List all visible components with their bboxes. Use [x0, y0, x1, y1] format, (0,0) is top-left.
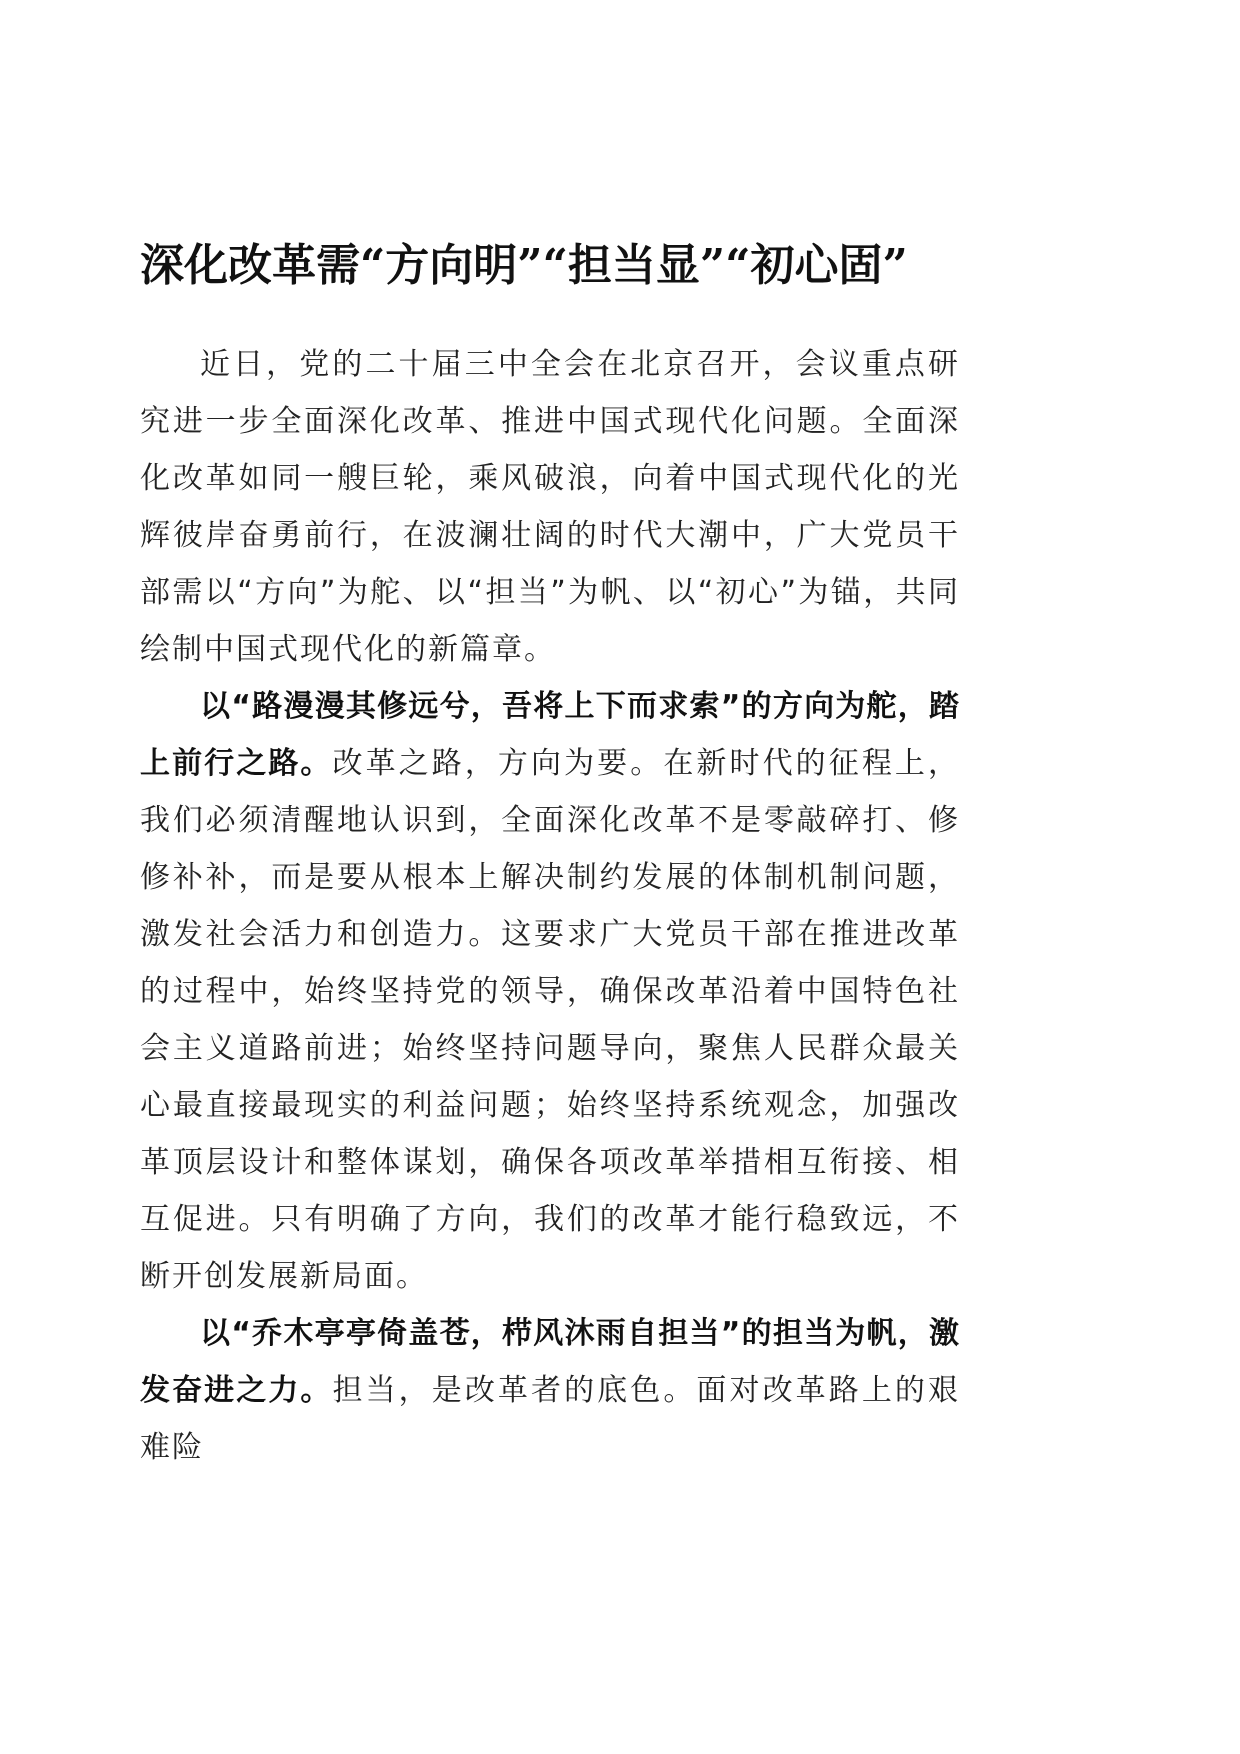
- article-body: [140, 336, 960, 1476]
- paragraph-text: 担当，是改革者的底色。面对改革路上的艰难险: [140, 1373, 960, 1465]
- paragraph-direction: [140, 678, 960, 1305]
- paragraph-text: 改革之路，方向为要。在新时代的征程上，我们必须清醒地认识到，全面深化改革不是零敲碎打、修修补补，而是要从根本上解决制约发展的体制机制问题，激发社会活力和创造力。这要求广大党员干部在推进改革的过程中，始终坚持党的领导，确保改革沿着中国特色社会主义道路前进；始终坚持问题导向，聚焦人民群众最关心最直接最现实的利益问题；始终坚持系统观念，加强改革顶层设计和整体谋划，确保各项改革举措相互衔接、相互促进。只有明确了方向，我们的改革才能行稳致远，不断开创发展新局面。: [140, 746, 960, 1294]
- paragraph-intro: [140, 336, 960, 678]
- article-title: 深化改革需“方向明”“担当显”“初心固”: [140, 240, 908, 291]
- paragraph-lead-direction: 以“路漫漫其修远兮，吾将上下而求索”的方向为舵，踏上前行之路。: [140, 689, 960, 781]
- paragraph-responsibility: [140, 1305, 960, 1476]
- paragraph-lead-responsibility: 以“乔木亭亭倚盖苍，栉风沐雨自担当”的担当为帆，激发奋进之力。: [140, 1316, 960, 1408]
- paragraph-text: 近日，党的二十届三中全会在北京召开，会议重点研究进一步全面深化改革、推进中国式现代化问题。全面深化改革如同一艘巨轮，乘风破浪，向着中国式现代化的光辉彼岸奋勇前行，在波澜壮阔的时代大潮中，广大党员干部需以“方向”为舵、以“担当”为帆、以“初心”为锚，共同绘制中国式现代化的新篇章。: [140, 347, 960, 667]
